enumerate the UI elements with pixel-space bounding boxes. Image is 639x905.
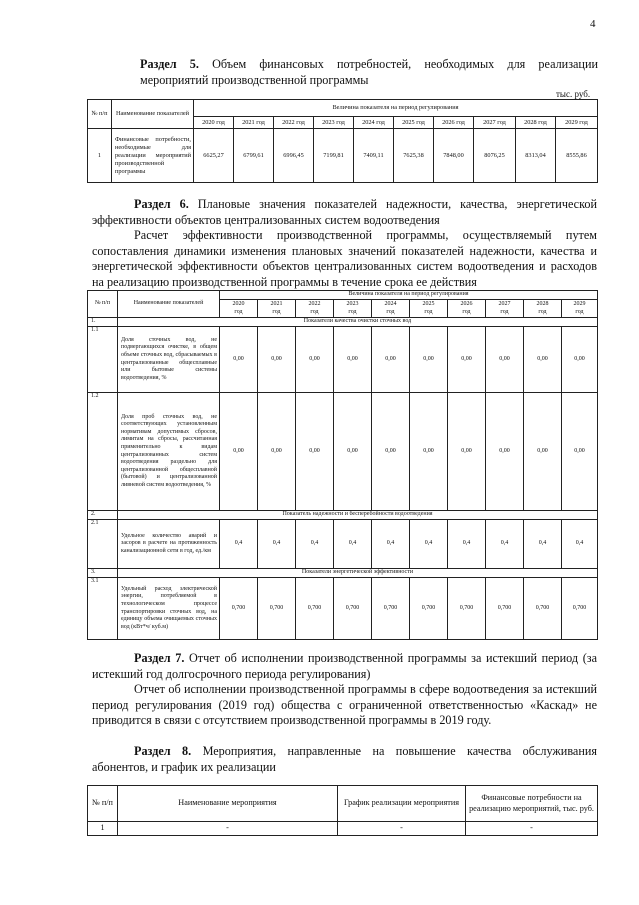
s6-year-header: [220, 300, 258, 318]
s5-value-cell: 7199,81: [314, 129, 354, 183]
s6-value-cell: 0,4: [562, 520, 598, 569]
s5-header-group: Величина показателя на период регулирования: [194, 100, 598, 117]
s6-year-number: 2025: [422, 300, 435, 307]
s5-header-name: Наименование показателей: [112, 100, 194, 129]
s6-year-suffix: год: [424, 308, 433, 315]
s8-row-finance: -: [466, 822, 598, 836]
s6-year-number: 2028: [536, 300, 549, 307]
s6-value-cell: 0,700: [296, 578, 334, 640]
s6-value-cell: 0,00: [334, 327, 372, 393]
s5-year-header: 2028 год: [516, 117, 556, 129]
s6-year-header: [448, 300, 486, 318]
s5-header-num: № п/п: [88, 100, 112, 129]
s5-year-header: 2020 год: [194, 117, 234, 129]
s6-value-cell: 0,00: [258, 327, 296, 393]
s6-year-suffix: год: [310, 308, 319, 315]
s8-header-name: Наименование мероприятия: [118, 786, 338, 822]
section6-paragraph: Расчет эффективности производственной программы, осуществляемый путем сопоставления динамики изменения плановых значений показателей надежности, качества и энергетической эффективности объектов централизованных систем водоотведения и расходов на реализацию производственной программы в течение срока ее действия: [92, 228, 597, 289]
s6-row-name: Удельный расход электрической энергии, потребляемой в технологическом процессе транспортировки сточных вод, на единицу объема очищаемых сточных вод (кВт*ч/ куб.м): [118, 578, 220, 640]
s6-value-cell: 0,700: [524, 578, 562, 640]
s6-value-cell: 0,00: [562, 327, 598, 393]
s6-year-number: 2024: [384, 300, 397, 307]
s6-group-title: Показатели энергетической эффективности: [118, 569, 598, 578]
s8-row-num: 1: [88, 822, 118, 836]
s6-year-number: 2021: [270, 300, 283, 307]
s6-value-cell: 0,700: [372, 578, 410, 640]
section6-title: [92, 197, 597, 228]
s6-value-cell: 0,700: [486, 578, 524, 640]
s6-year-suffix: год: [500, 308, 509, 315]
s6-year-header: [562, 300, 598, 318]
s5-value-cell: 7625,38: [394, 129, 434, 183]
s6-header-group: Величина показателя на период регулирования: [220, 291, 598, 300]
s6-value-cell: 0,00: [220, 393, 258, 511]
s6-value-cell: 0,00: [372, 327, 410, 393]
s6-value-cell: 0,4: [334, 520, 372, 569]
s6-header-num: № п/п: [88, 291, 118, 318]
s6-group-num: 3.: [88, 569, 118, 578]
s8-header-schedule: График реализации мероприятия: [338, 786, 466, 822]
s6-year-header: [334, 300, 372, 318]
s6-row-num: 1.2: [88, 393, 118, 511]
s6-year-header: [296, 300, 334, 318]
s6-year-number: 2023: [346, 300, 359, 307]
s5-value-cell: 6625,27: [194, 129, 234, 183]
s6-year-suffix: год: [575, 308, 584, 315]
s6-year-number: 2027: [498, 300, 511, 307]
section5-title-bold: Раздел 5.: [140, 57, 199, 71]
s6-group-title: Показатель надежности и бесперебойности водоотведения: [118, 511, 598, 520]
s5-value-cell: 6996,45: [274, 129, 314, 183]
s6-year-suffix: год: [538, 308, 547, 315]
s8-row-name: -: [118, 822, 338, 836]
section6-title-text: Плановые значения показателей надежности, качества, энергетической эффективности объектов централизованных систем водоотведения: [92, 197, 597, 227]
s6-year-number: 2026: [460, 300, 473, 307]
s6-value-cell: 0,700: [220, 578, 258, 640]
s6-header-name: Наименование показателей: [118, 291, 220, 318]
s6-value-cell: 0,4: [448, 520, 486, 569]
s6-year-header: [410, 300, 448, 318]
s6-year-header: [372, 300, 410, 318]
s5-year-header: 2029 год: [556, 117, 598, 129]
s6-value-cell: 0,700: [334, 578, 372, 640]
section6-table: [87, 290, 598, 640]
s6-value-cell: 0,4: [220, 520, 258, 569]
s6-year-suffix: год: [386, 308, 395, 315]
s5-year-header: 2025 год: [394, 117, 434, 129]
s6-row-num: 1.1: [88, 327, 118, 393]
section7-title-text: Отчет об исполнении производственной программы за истекший период (за истекший год долгосрочного периода регулирования): [92, 651, 597, 681]
s8-row-schedule: -: [338, 822, 466, 836]
s6-row-num: 3.1: [88, 578, 118, 640]
s6-value-cell: 0,4: [524, 520, 562, 569]
section5-title: [140, 57, 598, 88]
s5-year-header: 2022 год: [274, 117, 314, 129]
s6-value-cell: 0,00: [448, 393, 486, 511]
s6-year-header: [258, 300, 296, 318]
s6-row-name: Удельное количество аварий и засоров в расчете на протяженность канализационной сети в год, ед./км: [118, 520, 220, 569]
s6-value-cell: 0,4: [486, 520, 524, 569]
section8-title-text: Мероприятия, направленные на повышение качества обслуживания абонентов, и график их реализации: [92, 744, 597, 774]
s5-value-cell: 8076,25: [474, 129, 516, 183]
s5-year-header: 2027 год: [474, 117, 516, 129]
s6-value-cell: 0,00: [524, 327, 562, 393]
s6-value-cell: 0,4: [410, 520, 448, 569]
s6-year-number: 2020: [232, 300, 245, 307]
s6-group-title: Показатели качества очистки сточных вод: [118, 318, 598, 327]
s5-value-cell: 8313,04: [516, 129, 556, 183]
s6-year-suffix: год: [462, 308, 471, 315]
s6-group-num: 2.: [88, 511, 118, 520]
s6-row-name: Доля сточных вод, не подвергающихся очистке, в общем объеме сточных вод, сбрасываемых в централизованные общесплавные или бытовые системы водоотведения, %: [118, 327, 220, 393]
s6-value-cell: 0,00: [296, 393, 334, 511]
section5-title-text: Объем финансовых потребностей, необходимых для реализации мероприятий производственной программы: [140, 57, 598, 87]
s6-year-suffix: год: [348, 308, 357, 315]
s6-row-num: 2.1: [88, 520, 118, 569]
s6-group-num: 1.: [88, 318, 118, 327]
s6-year-header: [486, 300, 524, 318]
s6-year-header: [524, 300, 562, 318]
s6-value-cell: 0,00: [524, 393, 562, 511]
s5-row-name: Финансовые потребности, необходимые для реализации мероприятий производственной программы: [112, 129, 194, 183]
section5-table: [87, 99, 598, 183]
s6-value-cell: 0,00: [410, 393, 448, 511]
s6-value-cell: 0,00: [296, 327, 334, 393]
s6-year-number: 2029: [573, 300, 586, 307]
s6-year-number: 2022: [308, 300, 321, 307]
s5-row-num: 1: [88, 129, 112, 183]
section8-title-bold: Раздел 8.: [134, 744, 192, 758]
s6-value-cell: 0,00: [448, 327, 486, 393]
section7-title: [92, 651, 597, 682]
s6-value-cell: 0,00: [486, 327, 524, 393]
section5-unit: тыс. руб.: [556, 89, 591, 99]
s6-value-cell: 0,00: [410, 327, 448, 393]
s6-row-name: Доля проб сточных вод, не соответствующих установленным нормативам допустимых сбросов, лимитам на сбросы, рассчитанная применительно к видам централизованных систем водоотведения раздельно для централизованной общесплавной (бытовой) и централизованной ливневой систем водоотведения, %: [118, 393, 220, 511]
s6-value-cell: 0,00: [258, 393, 296, 511]
s6-value-cell: 0,700: [562, 578, 598, 640]
s6-value-cell: 0,700: [448, 578, 486, 640]
section7-paragraph: Отчет об исполнении производственной программы в сфере водоотведения за истекший период регулирования (2019 год) общества с ограниченной ответственностью «Каскад» не приводится в связи с отсутствием производственной программы в 2019 году.: [92, 682, 597, 728]
s6-value-cell: 0,00: [562, 393, 598, 511]
s6-value-cell: 0,00: [486, 393, 524, 511]
s6-value-cell: 0,00: [334, 393, 372, 511]
s5-value-cell: 8555,86: [556, 129, 598, 183]
section7-title-bold: Раздел 7.: [134, 651, 185, 665]
s5-value-cell: 6799,61: [234, 129, 274, 183]
s6-value-cell: 0,4: [258, 520, 296, 569]
s6-year-suffix: год: [234, 308, 243, 315]
s6-value-cell: 0,700: [258, 578, 296, 640]
s5-value-cell: 7848,00: [434, 129, 474, 183]
s6-value-cell: 0,4: [296, 520, 334, 569]
s5-year-header: 2023 год: [314, 117, 354, 129]
s5-value-cell: 7409,11: [354, 129, 394, 183]
s8-header-finance: Финансовые потребности на реализацию мероприятий, тыс. руб.: [466, 786, 598, 822]
section8-title: [92, 744, 597, 775]
section8-table: [87, 785, 598, 836]
s6-value-cell: 0,00: [372, 393, 410, 511]
s5-year-header: 2026 год: [434, 117, 474, 129]
s6-value-cell: 0,700: [410, 578, 448, 640]
page-number: 4: [590, 18, 596, 30]
s6-year-suffix: год: [272, 308, 281, 315]
s6-value-cell: 0,00: [220, 327, 258, 393]
section6-title-bold: Раздел 6.: [134, 197, 189, 211]
s6-value-cell: 0,4: [372, 520, 410, 569]
s5-year-header: 2021 год: [234, 117, 274, 129]
s5-year-header: 2024 год: [354, 117, 394, 129]
s8-header-num: № п/п: [88, 786, 118, 822]
